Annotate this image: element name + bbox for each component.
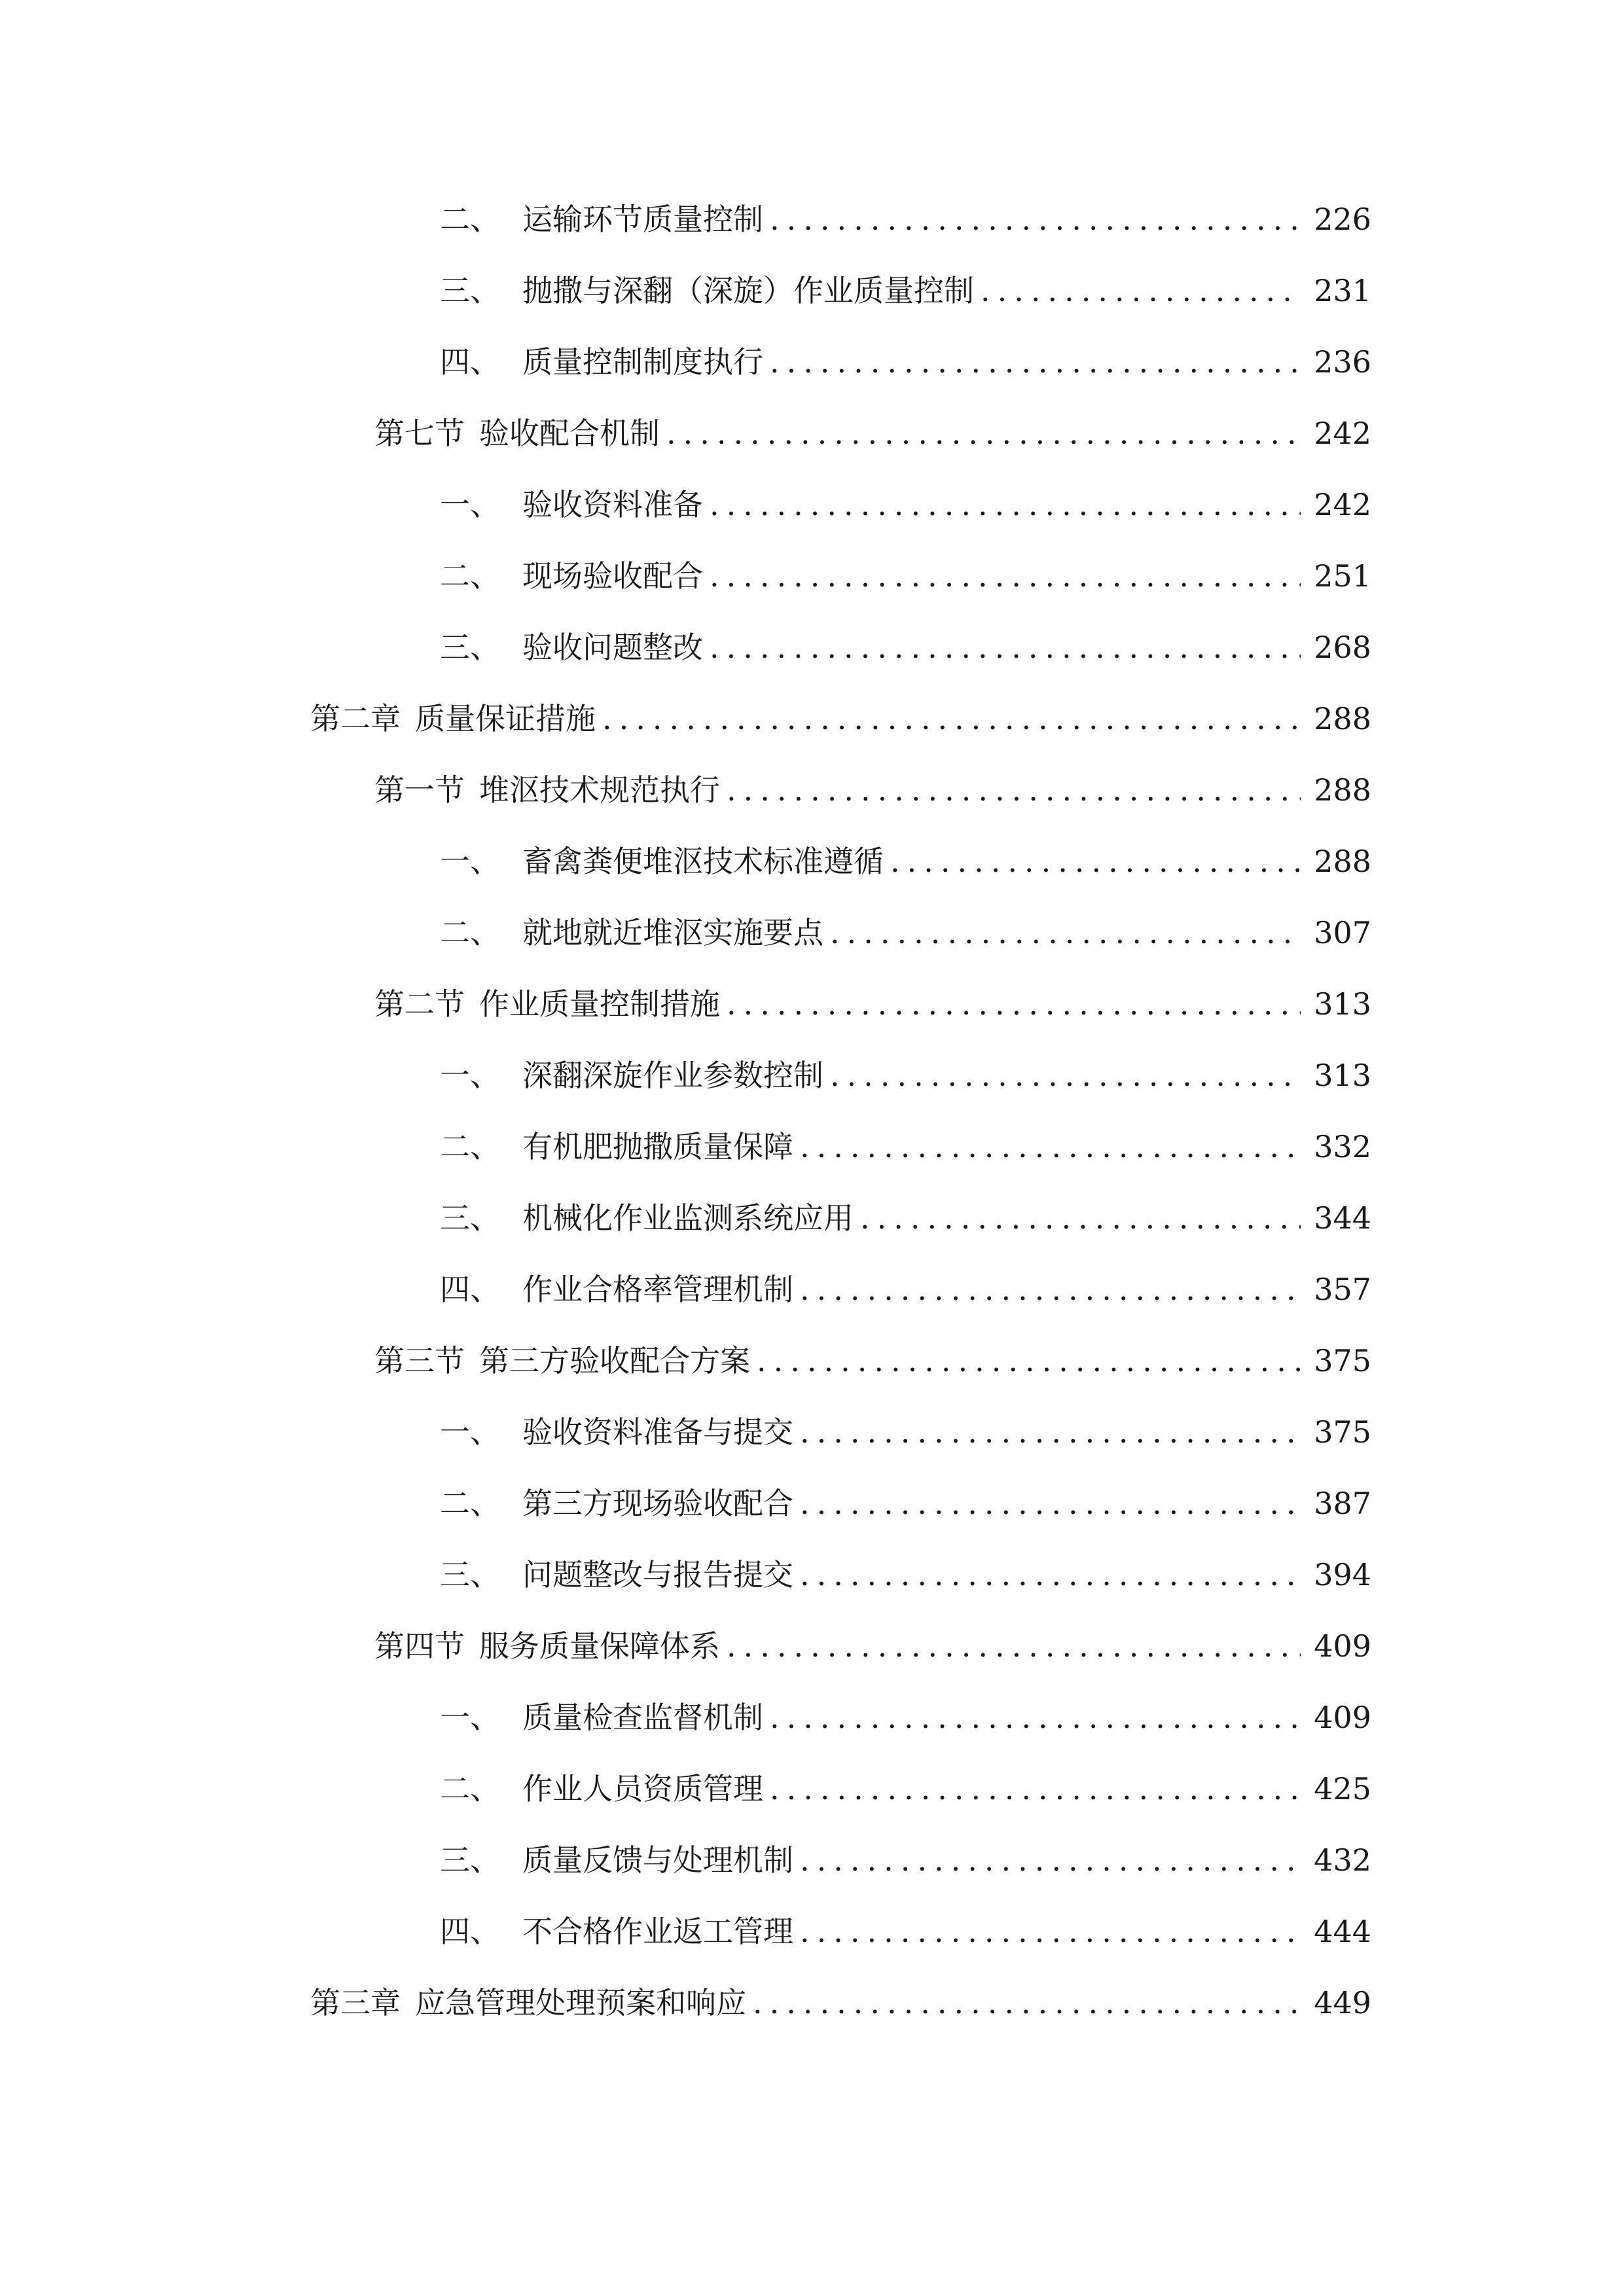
toc-entry-number: 第四节 bbox=[374, 1628, 465, 1664]
toc-entry-number: 一、 bbox=[440, 1058, 500, 1093]
toc-entry-title: 作业质量控制措施 bbox=[479, 986, 720, 1022]
toc-entry-page: 394 bbox=[1314, 1557, 1371, 1592]
toc-entry[interactable] bbox=[440, 621, 1371, 673]
toc-entry-page: 432 bbox=[1314, 1842, 1371, 1878]
toc-entry-number: 四、 bbox=[440, 1272, 500, 1307]
toc-entry[interactable] bbox=[440, 478, 1371, 531]
dot-leader bbox=[666, 407, 1301, 459]
toc-entry-page: 409 bbox=[1314, 1628, 1371, 1664]
toc-entry-title: 堆沤技术规范执行 bbox=[479, 772, 720, 808]
toc-entry-page: 344 bbox=[1314, 1200, 1371, 1236]
toc-entry-title: 问题整改与报告提交 bbox=[522, 1557, 793, 1592]
toc-entry-page: 357 bbox=[1314, 1272, 1371, 1307]
toc-entry[interactable] bbox=[440, 1121, 1371, 1173]
dot-leader bbox=[602, 692, 1301, 745]
toc-entry[interactable] bbox=[374, 407, 1371, 459]
toc-entry-title: 验收资料准备 bbox=[522, 487, 703, 522]
toc-entry-number: 三、 bbox=[440, 273, 500, 308]
toc-entry-page: 375 bbox=[1314, 1414, 1371, 1450]
dot-leader bbox=[800, 1905, 1301, 1958]
dot-leader bbox=[727, 764, 1301, 816]
toc-entry[interactable] bbox=[310, 692, 1371, 745]
toc-entry-title: 验收配合机制 bbox=[479, 416, 660, 451]
toc-entry-number: 二、 bbox=[440, 1771, 500, 1806]
toc-entry[interactable] bbox=[440, 1263, 1371, 1316]
toc-entry-page: 236 bbox=[1314, 344, 1371, 380]
toc-entry-title: 质量保证措施 bbox=[415, 701, 596, 736]
toc-entry-page: 332 bbox=[1314, 1129, 1371, 1164]
toc-entry-title: 抛撒与深翻（深旋）作业质量控制 bbox=[522, 273, 974, 308]
toc-entry-number: 二、 bbox=[440, 202, 500, 237]
toc-entry-title: 机械化作业监测系统应用 bbox=[522, 1200, 854, 1236]
toc-entry-title: 质量检查监督机制 bbox=[522, 1700, 763, 1735]
toc-entry[interactable] bbox=[440, 336, 1371, 388]
dot-leader bbox=[800, 1121, 1301, 1173]
toc-entry-title: 不合格作业返工管理 bbox=[522, 1914, 793, 1949]
dot-leader bbox=[800, 1406, 1301, 1458]
toc-entry[interactable] bbox=[440, 1834, 1371, 1886]
dot-leader bbox=[710, 478, 1301, 531]
toc-entry-page: 242 bbox=[1314, 487, 1371, 522]
toc-entry-title: 质量反馈与处理机制 bbox=[522, 1842, 793, 1878]
dot-leader bbox=[830, 906, 1301, 959]
toc-entry-number: 第二节 bbox=[374, 986, 465, 1022]
toc-entry-page: 288 bbox=[1314, 844, 1371, 879]
toc-entry[interactable] bbox=[440, 835, 1371, 888]
toc-entry-page: 444 bbox=[1314, 1914, 1371, 1949]
toc-entry-title: 第三方现场验收配合 bbox=[522, 1486, 793, 1521]
dot-leader bbox=[710, 550, 1301, 602]
toc-entry-page: 387 bbox=[1314, 1486, 1371, 1521]
toc-entry-number: 二、 bbox=[440, 1486, 500, 1521]
toc-entry-number: 四、 bbox=[440, 1914, 500, 1949]
toc-entry-number: 第二章 bbox=[310, 701, 401, 736]
toc-entry-page: 313 bbox=[1314, 1058, 1371, 1093]
toc-entry-title: 验收资料准备与提交 bbox=[522, 1414, 793, 1450]
dot-leader bbox=[727, 978, 1301, 1030]
toc-entry[interactable] bbox=[440, 1406, 1371, 1458]
toc-entry-title: 有机肥抛撒质量保障 bbox=[522, 1129, 793, 1164]
toc-entry[interactable] bbox=[440, 1192, 1371, 1244]
toc-entry[interactable] bbox=[440, 1477, 1371, 1530]
toc-entry-page: 288 bbox=[1314, 701, 1371, 736]
toc-entry-number: 二、 bbox=[440, 915, 500, 950]
toc-entry[interactable] bbox=[310, 1977, 1371, 2029]
toc-entry-title: 验收问题整改 bbox=[522, 630, 703, 665]
toc-entry-number: 一、 bbox=[440, 844, 500, 879]
toc-entry-title: 就地就近堆沤实施要点 bbox=[522, 915, 823, 950]
dot-leader bbox=[757, 1335, 1301, 1387]
toc-entry[interactable] bbox=[440, 264, 1371, 317]
dot-leader bbox=[981, 264, 1301, 317]
toc-entry-number: 四、 bbox=[440, 344, 500, 380]
toc-entry-page: 307 bbox=[1314, 915, 1371, 950]
toc-entry-page: 226 bbox=[1314, 202, 1371, 237]
toc-entry-number: 第七节 bbox=[374, 416, 465, 451]
toc-entry-title: 应急管理处理预案和响应 bbox=[415, 1985, 746, 2020]
toc-entry[interactable] bbox=[374, 1335, 1371, 1387]
dot-leader bbox=[800, 1263, 1301, 1316]
toc-entry[interactable] bbox=[374, 978, 1371, 1030]
toc-entry[interactable] bbox=[374, 1620, 1371, 1672]
toc-entry[interactable] bbox=[440, 550, 1371, 602]
dot-leader bbox=[770, 336, 1301, 388]
toc-entry-title: 现场验收配合 bbox=[522, 558, 703, 594]
toc-entry[interactable] bbox=[440, 1049, 1371, 1102]
toc-entry-title: 作业合格率管理机制 bbox=[522, 1272, 793, 1307]
toc-entry-number: 三、 bbox=[440, 630, 500, 665]
toc-entry-number: 一、 bbox=[440, 487, 500, 522]
toc-entry-page: 313 bbox=[1314, 986, 1371, 1022]
toc-entry[interactable] bbox=[440, 1691, 1371, 1744]
toc-entry-title: 畜禽粪便堆沤技术标准遵循 bbox=[522, 844, 884, 879]
toc-entry-number: 第三章 bbox=[310, 1985, 401, 2020]
dot-leader bbox=[770, 1691, 1301, 1744]
toc-entry-number: 一、 bbox=[440, 1414, 500, 1450]
dot-leader bbox=[770, 193, 1301, 245]
toc-entry[interactable] bbox=[440, 1549, 1371, 1601]
toc-entry[interactable] bbox=[440, 1763, 1371, 1815]
toc-entry-page: 242 bbox=[1314, 416, 1371, 451]
toc-entry-title: 运输环节质量控制 bbox=[522, 202, 763, 237]
toc-entry-number: 三、 bbox=[440, 1842, 500, 1878]
toc-entry-page: 251 bbox=[1314, 558, 1371, 594]
toc-entry[interactable] bbox=[374, 764, 1371, 816]
toc-entry-page: 231 bbox=[1314, 273, 1371, 308]
toc-entry-title: 深翻深旋作业参数控制 bbox=[522, 1058, 823, 1093]
toc-entry[interactable] bbox=[440, 1905, 1371, 1958]
dot-leader bbox=[727, 1620, 1301, 1672]
toc-entry-page: 409 bbox=[1314, 1700, 1371, 1735]
toc-entry-page: 425 bbox=[1314, 1771, 1371, 1806]
toc-entry-title: 第三方验收配合方案 bbox=[479, 1343, 750, 1378]
dot-leader bbox=[753, 1977, 1301, 2029]
toc-entry[interactable] bbox=[440, 193, 1371, 245]
toc-entry-number: 三、 bbox=[440, 1200, 500, 1236]
dot-leader bbox=[800, 1477, 1301, 1530]
toc-entry-number: 三、 bbox=[440, 1557, 500, 1592]
toc-entry-number: 第三节 bbox=[374, 1343, 465, 1378]
dot-leader bbox=[860, 1192, 1301, 1244]
toc-entry-number: 二、 bbox=[440, 1129, 500, 1164]
dot-leader bbox=[770, 1763, 1301, 1815]
toc-entry-page: 449 bbox=[1314, 1985, 1371, 2020]
toc-entry-page: 375 bbox=[1314, 1343, 1371, 1378]
dot-leader bbox=[830, 1049, 1301, 1102]
toc-entry-page: 288 bbox=[1314, 772, 1371, 808]
toc-entry-page: 268 bbox=[1314, 630, 1371, 665]
dot-leader bbox=[800, 1549, 1301, 1601]
dot-leader bbox=[710, 621, 1301, 673]
toc-entry-number: 一、 bbox=[440, 1700, 500, 1735]
toc-entry-title: 质量控制制度执行 bbox=[522, 344, 763, 380]
toc-entry-title: 服务质量保障体系 bbox=[479, 1628, 720, 1664]
toc-entry[interactable] bbox=[440, 906, 1371, 959]
dot-leader bbox=[800, 1834, 1301, 1886]
toc-entry-title: 作业人员资质管理 bbox=[522, 1771, 763, 1806]
dot-leader bbox=[890, 835, 1301, 888]
toc-entry-number: 第一节 bbox=[374, 772, 465, 808]
toc-entry-number: 二、 bbox=[440, 558, 500, 594]
